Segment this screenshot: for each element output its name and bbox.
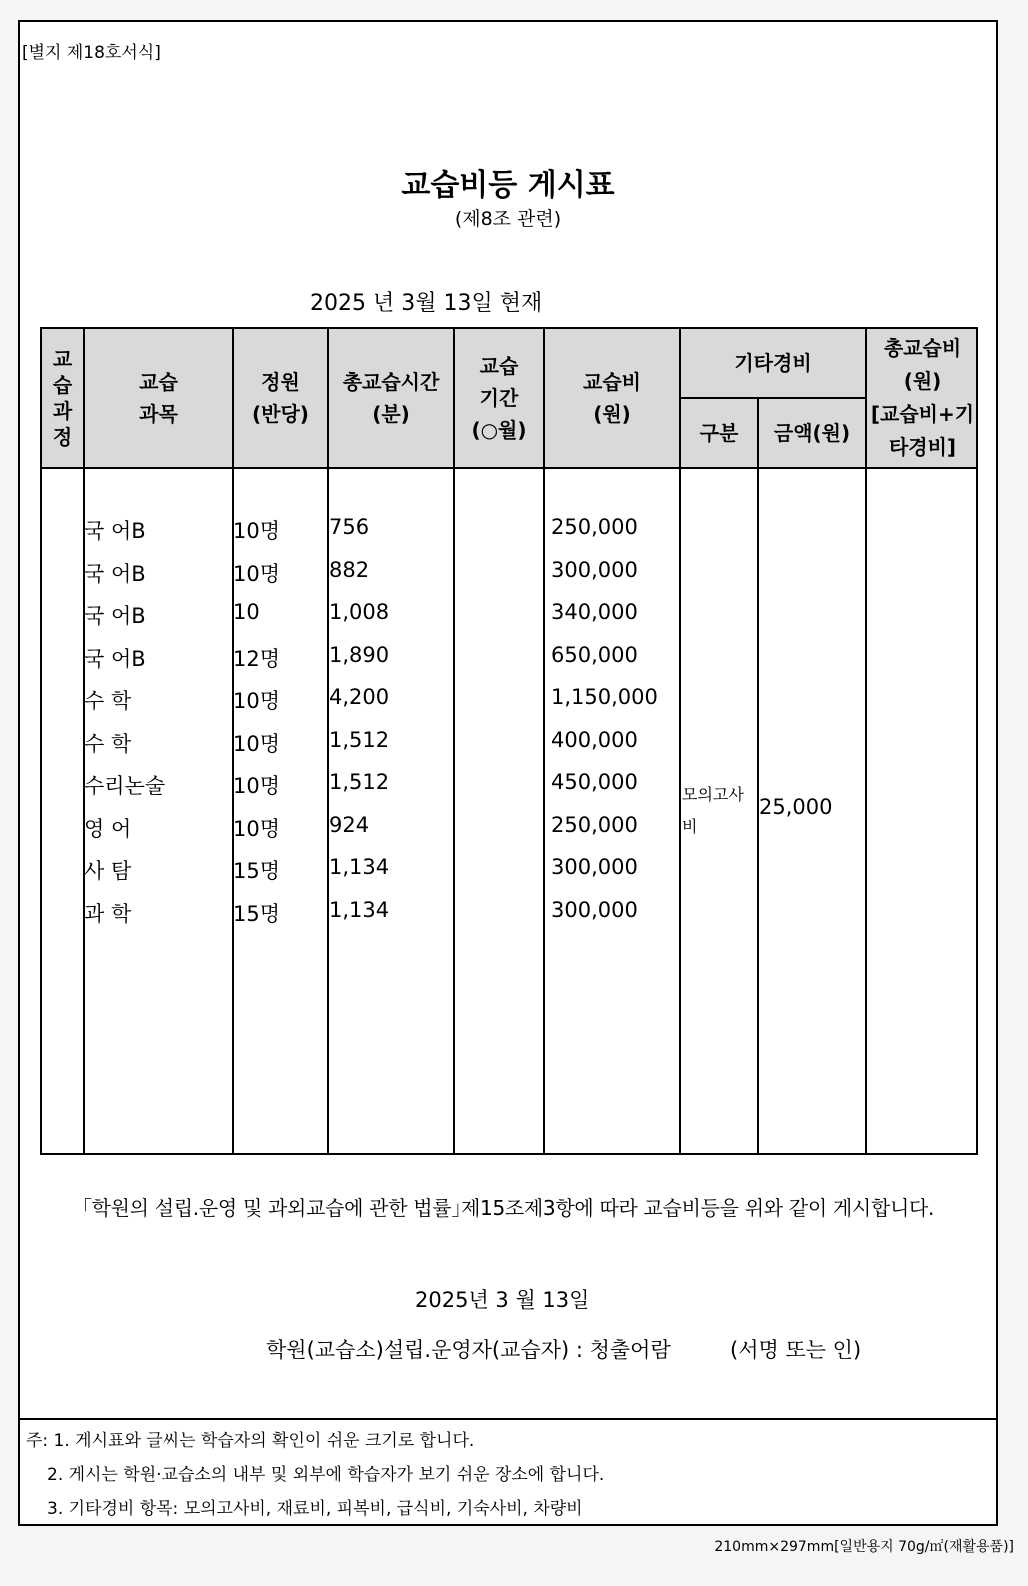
cell-fee: 450,000	[551, 770, 638, 794]
header-course: 교 습 과 정	[52, 347, 73, 449]
cell-capacity: 10명	[233, 519, 281, 543]
cell-fee: 300,000	[551, 855, 638, 879]
cell-subject: 사 탐	[84, 859, 132, 883]
header-other-amount: 금액(원)	[773, 421, 851, 445]
operator-name: 학원(교습소)설립.운영자(교습자) : 청출어람	[266, 1338, 671, 1362]
form-sheet	[18, 20, 998, 1526]
fee-table	[40, 327, 978, 1155]
cell-fee: 650,000	[551, 642, 638, 667]
cell-subject: 국 어B	[84, 519, 146, 543]
note-item: 주: 1. 게시표와 글씨는 학습자의 확인이 쉬운 크기로 합니다.	[26, 1431, 475, 1451]
column-divider	[757, 397, 759, 1153]
cell-total-time: 924	[329, 812, 370, 837]
cell-other-type: 모의고사 비	[682, 785, 744, 836]
form-number: [별지 제18호서식]	[22, 43, 161, 63]
cell-total-time: 1,134	[329, 855, 390, 879]
cell-capacity: 10명	[233, 689, 281, 713]
page-title: 교습비등 게시표	[401, 168, 615, 203]
page-subtitle: (제8조 관련)	[454, 208, 562, 230]
cell-fee: 300,000	[551, 557, 638, 582]
cell-fee: 250,000	[551, 812, 638, 837]
header-total-fee: 총교습비 (원) [교습비+기 타경비]	[870, 336, 975, 459]
cell-capacity: 10명	[233, 561, 281, 586]
notes-section	[20, 1418, 996, 1526]
cell-capacity: 12명	[233, 646, 281, 671]
cell-fee: 1,150,000	[551, 685, 658, 709]
signature-label: (서명 또는 인)	[730, 1338, 862, 1362]
cell-subject: 수 학	[84, 731, 132, 756]
signature-date: 2025년 3 월 13일	[415, 1288, 590, 1312]
cell-subject: 국 어B	[84, 561, 146, 586]
header-fee: 교습비 (원)	[583, 370, 641, 426]
cell-subject: 수 학	[84, 689, 132, 713]
as-of-date: 2025 년 3월 13일 현재	[310, 291, 543, 316]
header-total-time: 총교습시간 (분)	[342, 370, 440, 426]
header-other-type: 구분	[699, 421, 739, 445]
cell-total-time: 1,134	[329, 897, 390, 922]
paper-spec-footer: 210mm×297mm[일반용지 70g/㎡(재활용품)]	[714, 1539, 1014, 1555]
cell-subject: 수리논술	[84, 774, 166, 798]
cell-fee: 340,000	[551, 600, 638, 624]
cell-capacity: 10명	[233, 774, 281, 798]
cell-subject: 국 어B	[84, 604, 146, 628]
header-other-expenses: 기타경비	[734, 351, 812, 375]
cell-total-time: 1,512	[329, 727, 390, 752]
cell-subject: 과 학	[84, 901, 132, 926]
header-divider	[42, 467, 976, 469]
cell-capacity: 10명	[233, 816, 281, 841]
note-item: 2. 게시는 학원·교습소의 내부 및 외부에 학습자가 보기 쉬운 장소에 합니다.	[47, 1465, 605, 1485]
header-capacity: 정원 (반당)	[252, 370, 309, 426]
cell-total-time: 756	[329, 515, 370, 539]
cell-subject: 영 어	[84, 816, 132, 841]
header-subject: 교습 과목	[139, 370, 178, 426]
legal-notice: ｢학원의 설립.운영 및 과외교습에 관한 법률｣제15조제3항에 따라 교습비등을 위와 같이 게시합니다.	[81, 1196, 935, 1220]
cell-fee: 400,000	[551, 727, 638, 752]
cell-capacity: 15명	[233, 859, 281, 883]
cell-total-time: 1,890	[329, 642, 390, 667]
cell-capacity: 15명	[233, 901, 281, 926]
cell-total-time: 1,008	[329, 600, 390, 624]
cell-total-time: 1,512	[329, 770, 390, 794]
cell-fee: 250,000	[551, 515, 638, 539]
cell-total-time: 4,200	[329, 685, 390, 709]
header-period: 교습 기간 (○월)	[471, 354, 527, 442]
cell-capacity: 10명	[233, 731, 281, 756]
cell-capacity: 10	[233, 600, 260, 624]
cell-total-time: 882	[329, 557, 370, 582]
cell-fee: 300,000	[551, 897, 638, 922]
cell-other-amount: 25,000	[759, 795, 833, 819]
note-item: 3. 기타경비 항목: 모의고사비, 재료비, 피복비, 급식비, 기숙사비, 차량비	[47, 1499, 583, 1519]
cell-subject: 국 어B	[84, 646, 146, 671]
